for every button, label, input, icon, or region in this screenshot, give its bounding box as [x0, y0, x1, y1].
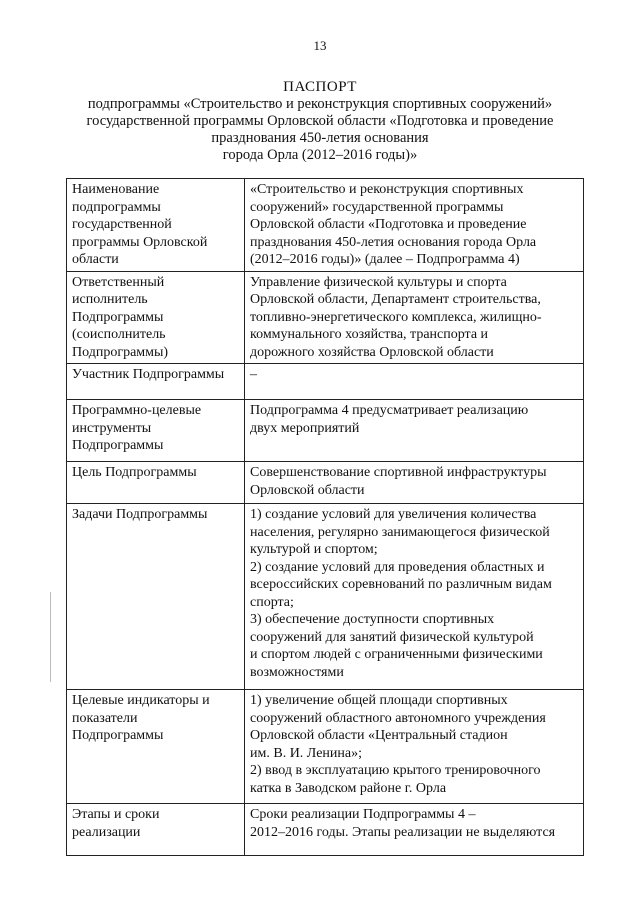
row-label: Целевые индикаторы и показатели Подпрограммы [67, 690, 245, 804]
row-label: Задачи Подпрограммы [67, 504, 245, 690]
table-row-name [67, 179, 584, 272]
table-row-goal [67, 462, 584, 504]
table-row-instruments [67, 400, 584, 462]
table-row-stages [67, 804, 584, 856]
table-row-tasks [67, 504, 584, 690]
margin-mark [50, 592, 51, 682]
subtitle-line: празднования 450-летия основания [211, 130, 429, 146]
subtitle-line: города Орла (2012–2016 годы)» [222, 147, 418, 163]
subtitle-line: государственной программы Орловской области «Подготовка и проведение [86, 113, 554, 129]
passport-heading [0, 78, 640, 164]
row-value: Подпрограмма 4 предусматривает реализацию двух мероприятий [245, 400, 584, 462]
row-value: – [245, 364, 584, 400]
page-number: 13 [313, 38, 327, 53]
table-row-participant [67, 364, 584, 400]
row-label: Ответственный исполнитель Подпрограммы (соисполнитель Подпрограммы) [67, 271, 245, 364]
row-label: Этапы и сроки реализации [67, 804, 245, 856]
table-row-executor [67, 271, 584, 364]
row-value: Управление физической культуры и спорта Орловской области, Департамент строительства, топливно-энергетического комплекса, жилищно- коммунального хозяйства, транспорта и дорожного хозяйства Орловской области [245, 271, 584, 364]
row-value: «Строительство и реконструкция спортивных сооружений» государственной программы Орловской области «Подготовка и проведение празднования 450-летия основания города Орла (2012–2016 годы)» (далее – Подпрограмма 4) [245, 179, 584, 272]
row-label: Участник Подпрограммы [67, 364, 245, 400]
table-row-indicators [67, 690, 584, 804]
row-value: 1) создание условий для увеличения количества населения, регулярно занимающегося физической культурой и спортом; 2) создание условий для проведения областных и всероссийских соревнований по различным видам спорта; 3) обеспечение доступности спортивных сооружений для занятий физической культурой и спортом людей с ограниченными физическими возможностями [245, 504, 584, 690]
row-value: Совершенствование спортивной инфраструктуры Орловской области [245, 462, 584, 504]
row-value: 1) увеличение общей площади спортивных сооружений областного автономного учреждения Орловской области «Центральный стадион им. В. И. Ленина»; 2) ввод в эксплуатацию крытого тренировочного катка в Заводском районе г. Орла [245, 690, 584, 804]
row-value: Сроки реализации Подпрограммы 4 – 2012–2016 годы. Этапы реализации не выделяются [245, 804, 584, 856]
page-title: ПАСПОРТ [283, 79, 357, 95]
row-label: Наименование подпрограммы государственной программы Орловской области [67, 179, 245, 272]
row-label: Программно-целевые инструменты Подпрограммы [67, 400, 245, 462]
passport-table [66, 178, 584, 856]
subtitle-line: подпрограммы «Строительство и реконструкция спортивных сооружений» [87, 96, 553, 112]
row-label: Цель Подпрограммы [67, 462, 245, 504]
